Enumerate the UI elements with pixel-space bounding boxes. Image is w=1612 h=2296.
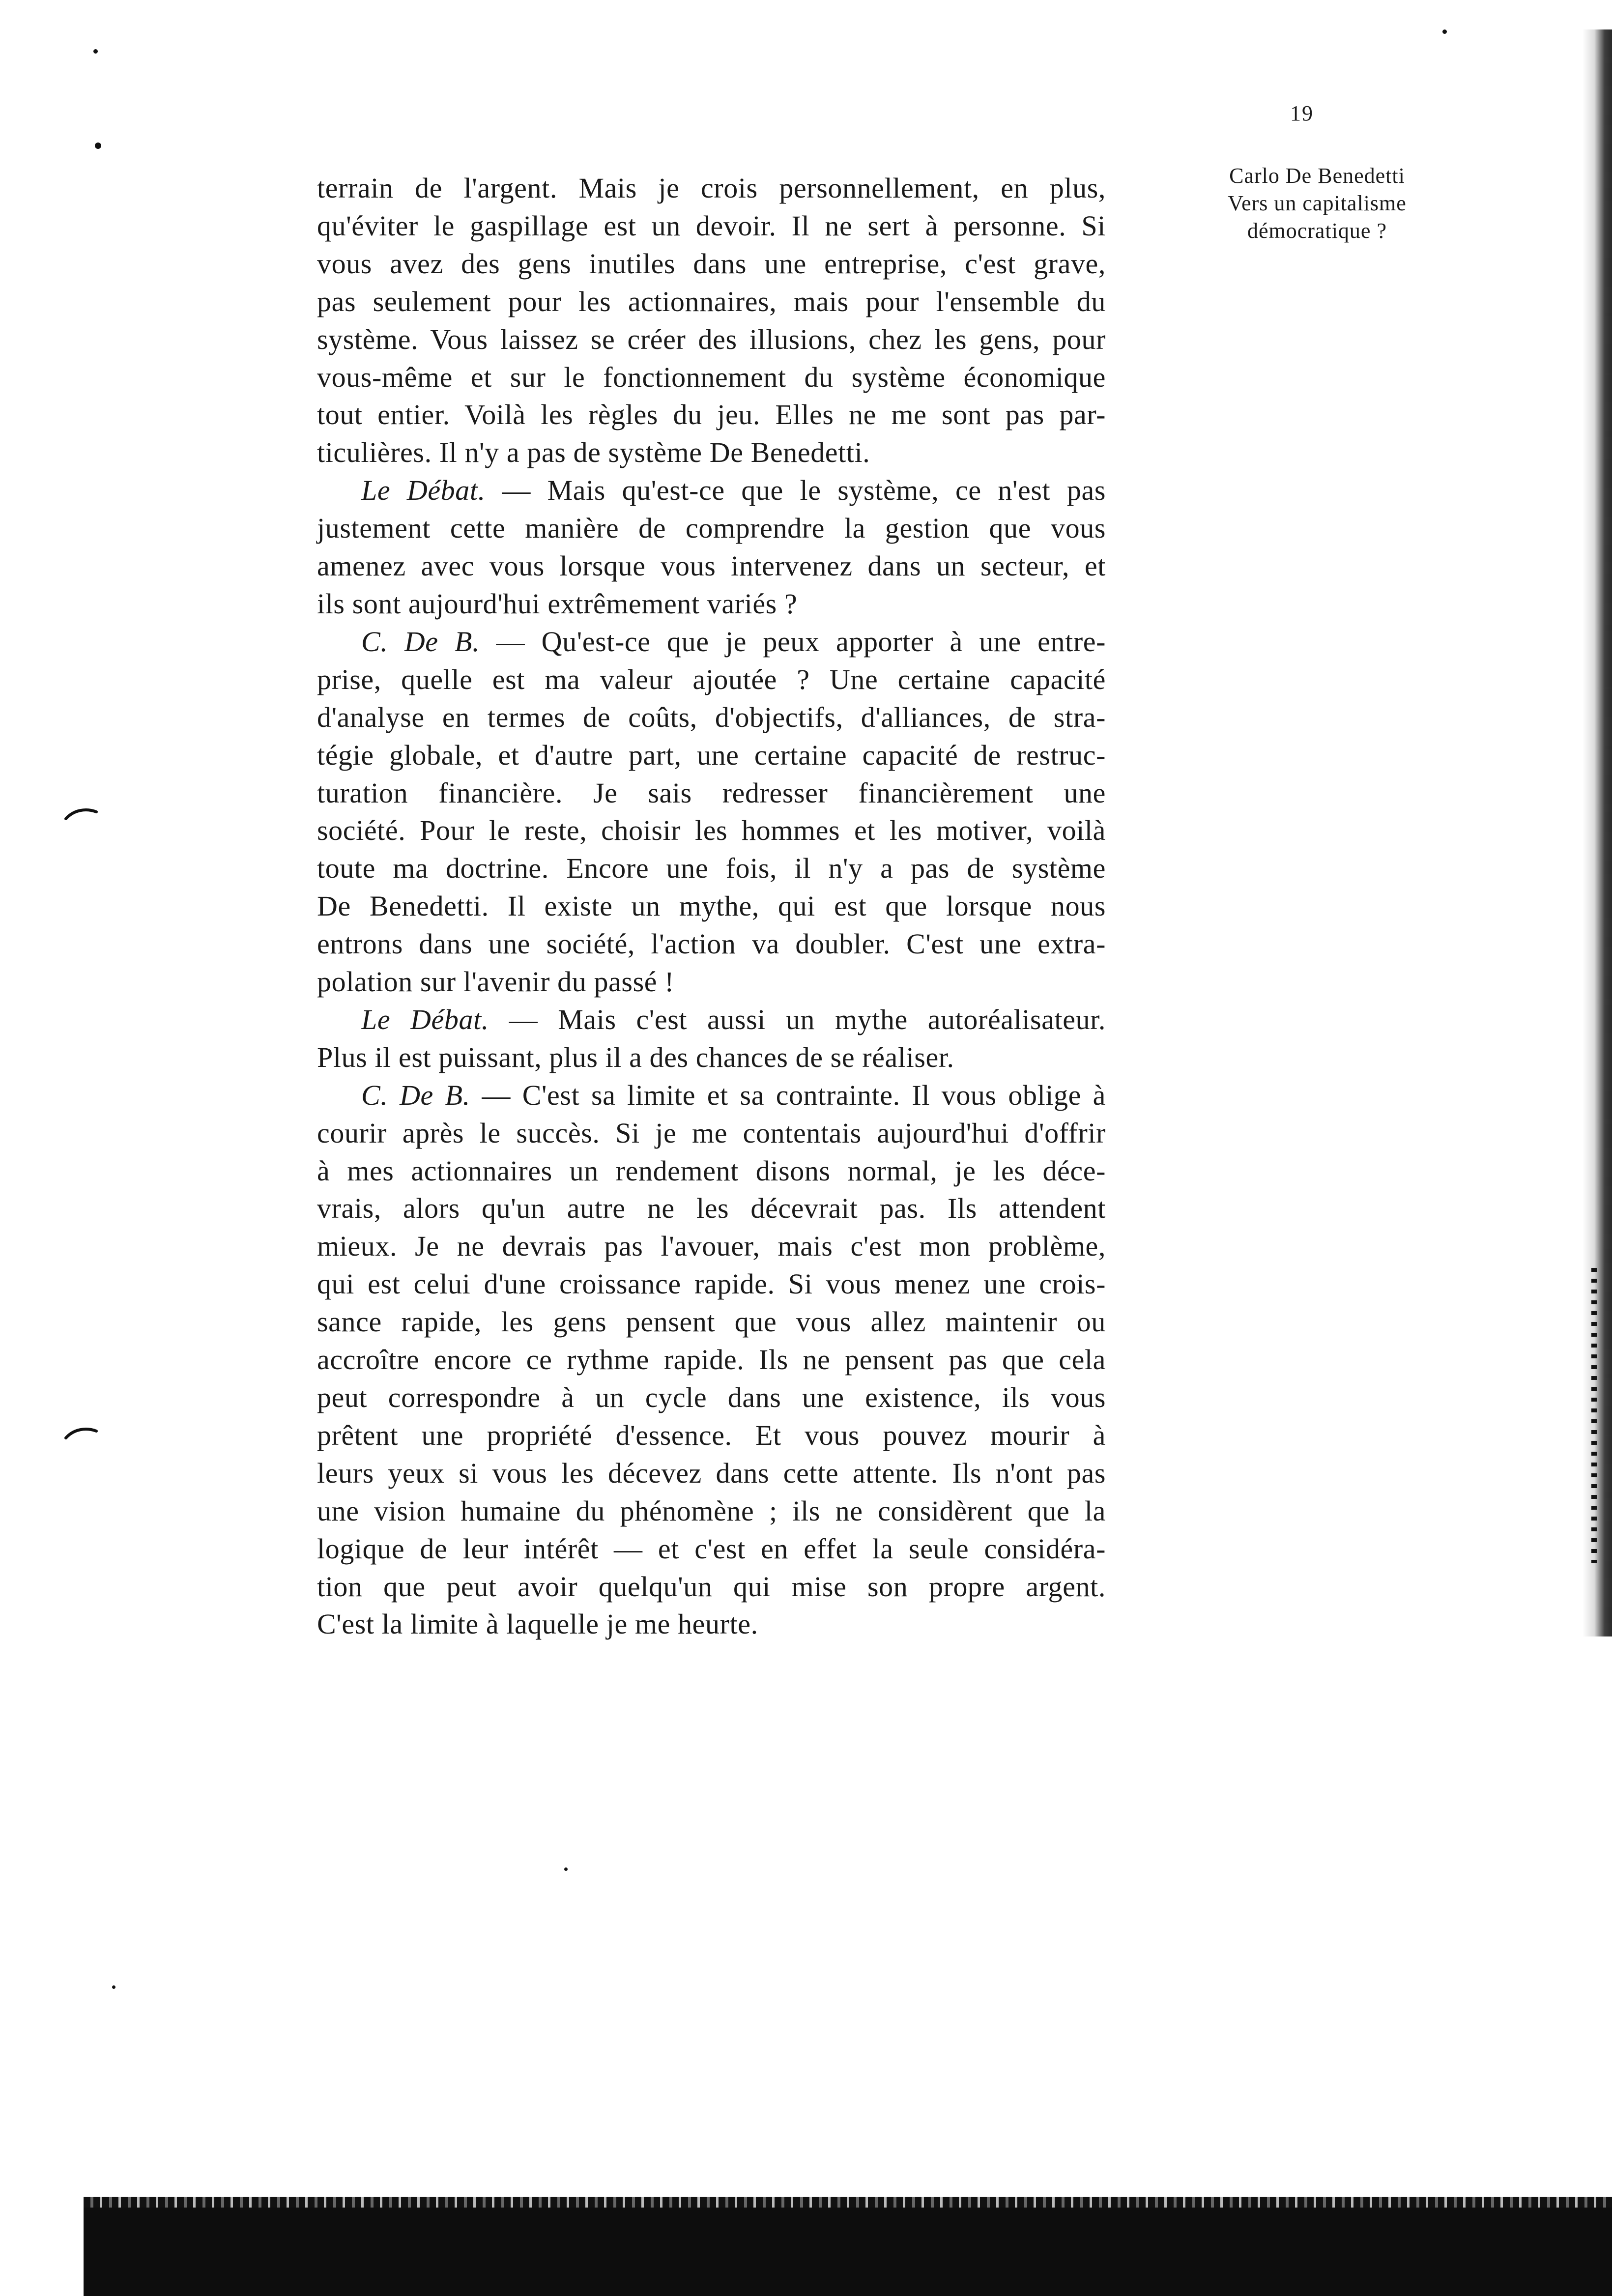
running-header-author: Carlo De Benedetti <box>1229 164 1405 188</box>
margin-mark <box>64 1425 98 1440</box>
speaker-label: C. De B. <box>361 625 480 658</box>
line-text: vous avez des gens inutiles dans une entreprise, c'est grave, <box>317 247 1106 280</box>
line-text: qui est celui d'une croissance rapide. Si vous menez une crois- <box>317 1268 1106 1300</box>
line-text: De Benedetti. Il existe un mythe, qui est que lorsque nous <box>317 890 1106 922</box>
text-line <box>317 925 1106 963</box>
paragraph-indent <box>317 474 361 506</box>
scan-right-edge <box>1583 29 1612 1636</box>
line-text: — Mais c'est aussi un mythe autoréalisateur. <box>489 1003 1106 1035</box>
line-text: sance rapide, les gens pensent que vous allez maintenir ou <box>317 1306 1106 1338</box>
text-line <box>317 1455 1106 1492</box>
text-line <box>317 472 1106 510</box>
line-text: accroître encore ce rythme rapide. Ils ne pensent pas que cela <box>317 1344 1106 1376</box>
text-line <box>317 888 1106 925</box>
line-text: ticulières. Il n'y a pas de système De Benedetti. <box>317 436 870 469</box>
margin-mark <box>64 806 98 821</box>
text-line <box>317 737 1106 775</box>
text-line <box>317 245 1106 283</box>
running-header-title-line1: Vers un capitalisme <box>1228 191 1407 215</box>
scan-speck <box>1442 29 1447 34</box>
line-text: turation financière. Je sais redresser financièrement une <box>317 776 1106 809</box>
text-line <box>317 1265 1106 1303</box>
text-line <box>317 850 1106 888</box>
line-text: société. Pour le reste, choisir les hommes et les motiver, voilà <box>317 814 1106 847</box>
text-line <box>317 1568 1106 1606</box>
text-line <box>317 1039 1106 1077</box>
line-text: vous-même et sur le fonctionnement du système économique <box>317 361 1106 393</box>
text-line <box>317 1303 1106 1341</box>
text-line <box>317 170 1106 207</box>
running-header-title-line2: démocratique ? <box>1247 219 1387 243</box>
line-text: — Qu'est-ce que je peux apporter à une entre- <box>480 625 1106 658</box>
line-text: leurs yeux si vous les décevez dans cette attente. Ils n'ont pas <box>317 1457 1106 1489</box>
paragraph-indent <box>317 1079 361 1111</box>
text-line <box>317 661 1106 699</box>
text-line <box>317 1152 1106 1190</box>
line-text: à mes actionnaires un rendement disons normal, je les déce- <box>317 1154 1106 1187</box>
line-text: pas seulement pour les actionnaires, mais pour l'ensemble du <box>317 285 1106 317</box>
text-line <box>317 359 1106 397</box>
paragraph-indent <box>317 626 361 658</box>
text-line <box>317 283 1106 321</box>
line-text: prise, quelle est ma valeur ajoutée ? Une certaine capacité <box>317 663 1106 695</box>
text-line <box>317 1417 1106 1455</box>
text-line <box>317 1530 1106 1568</box>
line-text: peut correspondre à un cycle dans une existence, ils vous <box>317 1381 1106 1413</box>
text-line <box>317 1379 1106 1417</box>
line-text: mieux. Je ne devrais pas l'avouer, mais c'est mon problème, <box>317 1230 1106 1263</box>
speaker-label: Le Débat. <box>361 1003 489 1035</box>
line-text: polation sur l'avenir du passé ! <box>317 966 675 998</box>
line-text: tout entier. Voilà les règles du jeu. Elles ne me sont pas par- <box>317 399 1106 431</box>
text-line <box>317 434 1106 472</box>
text-line <box>317 207 1106 245</box>
text-line <box>317 1341 1106 1379</box>
line-text: vrais, alors qu'un autre ne les décevrait pas. Ils attendent <box>317 1192 1106 1225</box>
line-text: une vision humaine du phénomène ; ils ne considèrent que la <box>317 1494 1106 1527</box>
text-line <box>317 1115 1106 1152</box>
text-line <box>317 1228 1106 1265</box>
text-line <box>317 585 1106 623</box>
scan-right-edge-marks <box>1591 1268 1597 1563</box>
line-text: tion que peut avoir quelqu'un qui mise son propre argent. <box>317 1570 1106 1603</box>
text-line <box>317 510 1106 547</box>
scan-speck <box>95 143 101 149</box>
speaker-label: Le Débat. <box>361 474 486 507</box>
line-text: toute ma doctrine. Encore une fois, il n'y a pas de système <box>317 852 1106 885</box>
text-line <box>317 1606 1106 1643</box>
line-text: — C'est sa limite et sa contrainte. Il vous oblige à <box>470 1079 1106 1111</box>
scan-speck <box>564 1867 568 1871</box>
text-line <box>317 812 1106 850</box>
scan-bottom-bar <box>84 2208 1612 2296</box>
line-text: Plus il est puissant, plus il a des chances de se réaliser. <box>317 1041 954 1073</box>
line-text: courir après le succès. Si je me contentais aujourd'hui d'offrir <box>317 1117 1106 1149</box>
text-line <box>317 699 1106 737</box>
text-line <box>317 547 1106 585</box>
text-line <box>317 963 1106 1001</box>
line-text: amenez avec vous lorsque vous intervenez dans un secteur, et <box>317 550 1106 582</box>
text-line <box>317 775 1106 812</box>
paragraph-indent <box>317 1004 361 1035</box>
body-text <box>317 170 1106 1643</box>
line-text: logique de leur intérêt — et c'est en effet la seule considéra- <box>317 1532 1106 1565</box>
scan-speck <box>112 1985 115 1989</box>
line-text: justement cette manière de comprendre la gestion que vous <box>317 512 1106 545</box>
line-text: terrain de l'argent. Mais je crois personnellement, en plus, <box>317 172 1106 204</box>
text-line <box>317 321 1106 359</box>
text-line <box>317 1077 1106 1115</box>
text-line <box>317 396 1106 434</box>
text-line <box>317 1492 1106 1530</box>
line-text: tégie globale, et d'autre part, une certaine capacité de restruc- <box>317 739 1106 771</box>
line-text: C'est la limite à laquelle je me heurte. <box>317 1608 758 1640</box>
line-text: entrons dans une société, l'action va doubler. C'est une extra- <box>317 928 1106 960</box>
line-text: qu'éviter le gaspillage est un devoir. Il ne sert à personne. Si <box>317 209 1106 242</box>
line-text: d'analyse en termes de coûts, d'objectifs, d'alliances, de stra- <box>317 701 1106 733</box>
line-text: ils sont aujourd'hui extrêmement variés ? <box>317 587 798 620</box>
text-line <box>317 1190 1106 1228</box>
line-text: prêtent une propriété d'essence. Et vous pouvez mourir à <box>317 1419 1106 1451</box>
text-line <box>317 623 1106 661</box>
scan-speck <box>93 49 98 54</box>
speaker-label: C. De B. <box>361 1079 470 1111</box>
line-text: — Mais qu'est-ce que le système, ce n'est pas <box>485 474 1106 507</box>
text-line <box>317 1001 1106 1039</box>
running-header <box>1175 162 1460 245</box>
line-text: système. Vous laissez se créer des illusions, chez les gens, pour <box>317 323 1106 355</box>
page-number: 19 <box>1290 101 1314 125</box>
